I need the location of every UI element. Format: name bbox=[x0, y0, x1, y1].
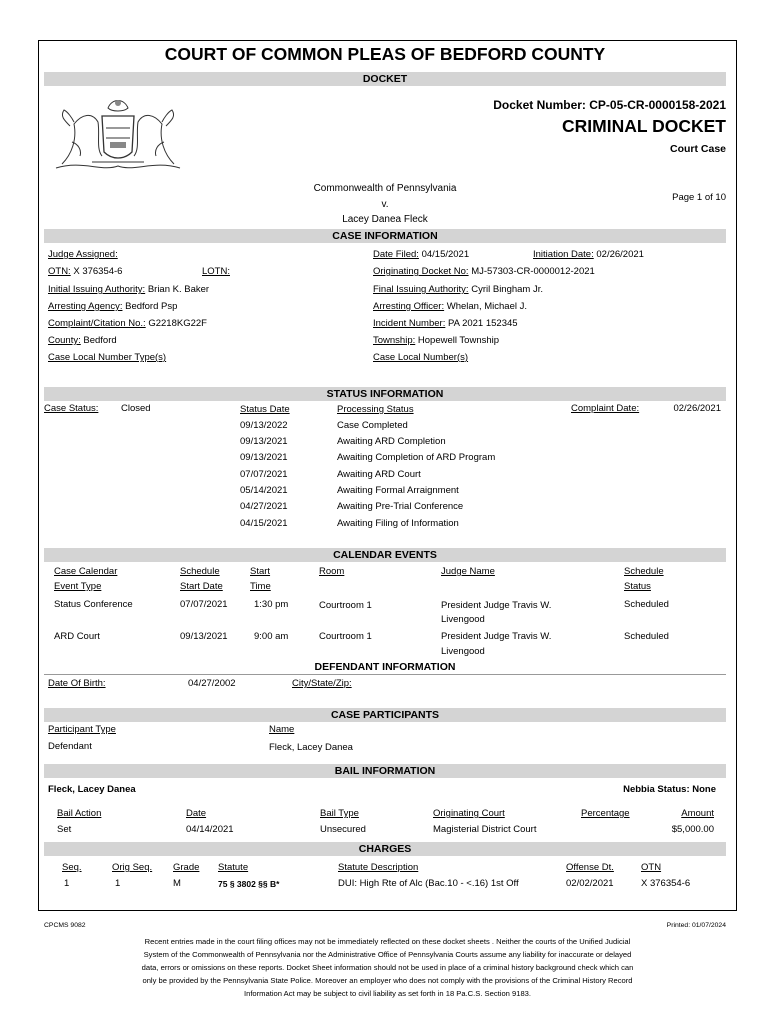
bail-action-header: Bail Action bbox=[57, 808, 102, 819]
calendar-header-room: Room bbox=[319, 566, 345, 577]
lotn-label: LOTN: bbox=[202, 266, 230, 277]
status-date-header: Status Date bbox=[240, 404, 290, 415]
complaint-label: Complaint/Citation No.: bbox=[48, 318, 146, 329]
page-indicator: Page 1 of 10 bbox=[672, 192, 726, 203]
arresting-officer-label: Arresting Officer: bbox=[373, 301, 445, 312]
initial-issuing-value: Brian K. Baker bbox=[147, 284, 210, 295]
bail-court-header: Originating Court bbox=[433, 808, 505, 819]
seal-icon bbox=[52, 94, 184, 174]
case-local-numbers-label: Case Local Number(s) bbox=[373, 352, 469, 363]
charge-otn-header: OTN bbox=[641, 862, 662, 873]
charge-orig-seq: 1 bbox=[115, 878, 121, 889]
docket-number: Docket Number: CP-05-CR-0000158-2021 bbox=[493, 98, 726, 112]
case-local-type-label: Case Local Number Type(s) bbox=[48, 352, 167, 363]
charge-orig-seq-header: Orig Seq. bbox=[112, 862, 153, 873]
originating-value: MJ-57303-CR-0000012-2021 bbox=[471, 266, 595, 277]
processing-status-header: Processing Status bbox=[337, 404, 414, 415]
calendar-room: Courtroom 1 bbox=[319, 600, 372, 611]
otn-row bbox=[48, 266, 122, 278]
arresting-agency-row bbox=[48, 301, 177, 313]
arresting-agency-value: Bedford Psp bbox=[125, 301, 178, 312]
status-date: 09/13/2021 bbox=[240, 436, 288, 447]
printed-date: Printed: 01/07/2024 bbox=[666, 922, 726, 929]
charge-grade: M bbox=[173, 878, 181, 889]
participant-type-header: Participant Type bbox=[48, 724, 116, 735]
initial-issuing-row bbox=[48, 284, 209, 296]
calendar-header-start: Time bbox=[250, 581, 271, 592]
date-filed-value: 04/15/2021 bbox=[421, 249, 470, 260]
calendar-status: Scheduled bbox=[624, 631, 669, 642]
disclaimer bbox=[80, 935, 695, 1000]
final-issuing-value: Cyril Bingham Jr. bbox=[471, 284, 544, 295]
bail-action: Set bbox=[57, 824, 72, 835]
status-text: Awaiting Completion of ARD Program bbox=[337, 452, 496, 463]
charges-bar: CHARGES bbox=[44, 842, 726, 856]
charge-offense-date: 02/02/2021 bbox=[566, 878, 614, 889]
calendar-header-schedule: Start Date bbox=[180, 581, 223, 592]
calendar-judge: Livengood bbox=[441, 646, 485, 657]
charge-otn: X 376354-6 bbox=[641, 878, 691, 889]
otn-label: OTN: bbox=[48, 266, 71, 277]
final-issuing-label: Final Issuing Authority: bbox=[373, 284, 469, 295]
participant-name-header: Name bbox=[269, 724, 295, 735]
initiation-row bbox=[533, 249, 644, 261]
form-number: CPCMS 9082 bbox=[44, 922, 86, 929]
calendar-date: 09/13/2021 bbox=[180, 631, 228, 642]
case-information-bar: CASE INFORMATION bbox=[44, 229, 726, 243]
status-date: 09/13/2022 bbox=[240, 420, 288, 431]
charge-statute: 75 § 3802 §§ B* bbox=[218, 879, 280, 889]
county-label: County: bbox=[48, 335, 81, 346]
calendar-judge: President Judge Travis W. bbox=[441, 631, 552, 642]
charge-statute-header: Statute bbox=[218, 862, 249, 873]
complaint-row bbox=[48, 318, 207, 330]
charge-description: DUI: High Rte of Alc (Bac.10 - <.16) 1st Off bbox=[338, 878, 519, 889]
city-state-zip-label: City/State/Zip: bbox=[292, 678, 352, 689]
calendar-judge: Livengood bbox=[441, 614, 485, 625]
status-date: 07/07/2021 bbox=[240, 469, 288, 480]
status-date: 04/27/2021 bbox=[240, 501, 288, 512]
county-row bbox=[48, 335, 117, 347]
bail-date-header: Date bbox=[186, 808, 207, 819]
status-text: Awaiting Pre-Trial Conference bbox=[337, 501, 464, 512]
calendar-header-event: Case Calendar bbox=[54, 566, 118, 577]
county-value: Bedford bbox=[83, 335, 117, 346]
status-text: Awaiting Formal Arraignment bbox=[337, 485, 459, 496]
date-filed-label: Date Filed: bbox=[373, 249, 419, 260]
court-title: COURT OF COMMON PLEAS OF BEDFORD COUNTY bbox=[164, 44, 606, 64]
township-row bbox=[373, 335, 499, 347]
nebbia-status: Nebbia Status: None bbox=[623, 784, 716, 795]
date-filed-row bbox=[373, 249, 469, 261]
plaintiff-name: Commonwealth of Pennsylvania bbox=[313, 183, 457, 194]
complaint-date-value: 02/26/2021 bbox=[673, 403, 721, 414]
disclaimer-line: data, errors or omissions on these reports. Docket Sheet information should not be used in place of a criminal history background check which can bbox=[141, 963, 634, 972]
originating-label: Originating Docket No: bbox=[373, 266, 469, 277]
bail-amount: $5,000.00 bbox=[671, 824, 714, 835]
status-date: 05/14/2021 bbox=[240, 485, 288, 496]
charge-grade-header: Grade bbox=[173, 862, 200, 873]
calendar-header-status: Status bbox=[624, 581, 651, 592]
complaint-date-label: Complaint Date: bbox=[571, 403, 640, 414]
bail-information-bar: BAIL INFORMATION bbox=[44, 764, 726, 778]
versus-label: v. bbox=[381, 199, 389, 210]
incident-row bbox=[373, 318, 518, 330]
court-case-label: Court Case bbox=[669, 143, 726, 155]
calendar-time: 9:00 am bbox=[254, 631, 289, 642]
complaint-value: G2218KG22F bbox=[148, 318, 207, 329]
case-status-label: Case Status: bbox=[44, 403, 99, 414]
calendar-event: Status Conference bbox=[54, 599, 133, 610]
disclaimer-line: Information Act may be subject to civil liability as set forth in 18 Pa.C.S. Section 9183. bbox=[243, 989, 532, 998]
participant-name: Fleck, Lacey Danea bbox=[269, 742, 353, 753]
calendar-date: 07/07/2021 bbox=[180, 599, 228, 610]
charge-description-header: Statute Description bbox=[338, 862, 419, 873]
calendar-header-event: Event Type bbox=[54, 581, 102, 592]
dob-label: Date Of Birth: bbox=[48, 678, 106, 689]
disclaimer-line: System of the Commonwealth of Pennsylvania nor the Administrative Office of Pennsylvania Courts assume any liability for inaccurate or delayed bbox=[143, 950, 632, 959]
disclaimer-line: only be provided by the Pennsylvania State Police. Moreover an employer who does not comply with the provisions of the Criminal History Record bbox=[142, 976, 633, 985]
charge-seq: 1 bbox=[64, 878, 70, 889]
initiation-value: 02/26/2021 bbox=[596, 249, 644, 260]
calendar-time: 1:30 pm bbox=[254, 599, 289, 610]
charge-offense-date-header: Offense Dt. bbox=[566, 862, 614, 873]
calendar-header-judge: Judge Name bbox=[441, 566, 495, 577]
bail-percentage-header: Percentage bbox=[581, 808, 630, 819]
originating-row bbox=[373, 266, 595, 278]
status-information-bar: STATUS INFORMATION bbox=[44, 387, 726, 401]
dob-value: 04/27/2002 bbox=[188, 678, 236, 689]
charge-seq-header: Seq. bbox=[62, 862, 82, 873]
arresting-officer-value: Whelan, Michael J. bbox=[446, 301, 528, 312]
arresting-officer-row bbox=[373, 301, 527, 313]
status-text: Awaiting ARD Court bbox=[337, 469, 421, 480]
incident-value: PA 2021 152345 bbox=[447, 318, 518, 329]
status-text: Awaiting Filing of Information bbox=[337, 518, 459, 529]
participant-type: Defendant bbox=[48, 741, 92, 752]
judge-assigned-label: Judge Assigned: bbox=[48, 249, 118, 260]
status-date: 04/15/2021 bbox=[240, 518, 288, 529]
defendant-caption: Lacey Danea Fleck bbox=[342, 214, 428, 225]
township-label: Township: bbox=[373, 335, 416, 346]
docket-bar: DOCKET bbox=[44, 72, 726, 86]
otn-value: X 376354-6 bbox=[73, 266, 123, 277]
calendar-header-schedule: Schedule bbox=[180, 566, 220, 577]
initial-issuing-label: Initial Issuing Authority: bbox=[48, 284, 146, 295]
calendar-event: ARD Court bbox=[54, 631, 100, 642]
calendar-judge: President Judge Travis W. bbox=[441, 600, 552, 611]
defendant-information-bar: DEFENDANT INFORMATION bbox=[314, 661, 456, 673]
bail-court: Magisterial District Court bbox=[433, 824, 537, 835]
status-text: Case Completed bbox=[337, 420, 408, 431]
bail-amount-header: Amount bbox=[681, 808, 714, 819]
initiation-label: Initiation Date: bbox=[533, 249, 594, 260]
arresting-agency-label: Arresting Agency: bbox=[48, 301, 123, 312]
bail-type-header: Bail Type bbox=[320, 808, 359, 819]
defendant-bar-rule bbox=[44, 674, 726, 675]
calendar-header-start: Start bbox=[250, 566, 271, 577]
bail-person: Fleck, Lacey Danea bbox=[48, 784, 136, 795]
calendar-room: Courtroom 1 bbox=[319, 631, 372, 642]
disclaimer-line: Recent entries made in the court filing offices may not be immediately reflected on these docket sheets . Neither the courts of the Unified Judicial bbox=[144, 937, 631, 946]
bail-type: Unsecured bbox=[320, 824, 366, 835]
incident-label: Incident Number: bbox=[373, 318, 446, 329]
township-value: Hopewell Township bbox=[417, 335, 500, 346]
status-text: Awaiting ARD Completion bbox=[337, 436, 446, 447]
calendar-header-status: Schedule bbox=[624, 566, 664, 577]
case-participants-bar: CASE PARTICIPANTS bbox=[44, 708, 726, 722]
calendar-status: Scheduled bbox=[624, 599, 669, 610]
status-date: 09/13/2021 bbox=[240, 452, 288, 463]
final-issuing-row bbox=[373, 284, 543, 296]
bail-date: 04/14/2021 bbox=[186, 824, 234, 835]
criminal-docket-heading: CRIMINAL DOCKET bbox=[562, 116, 726, 136]
calendar-events-bar: CALENDAR EVENTS bbox=[44, 548, 726, 562]
case-status-value: Closed bbox=[121, 403, 151, 414]
